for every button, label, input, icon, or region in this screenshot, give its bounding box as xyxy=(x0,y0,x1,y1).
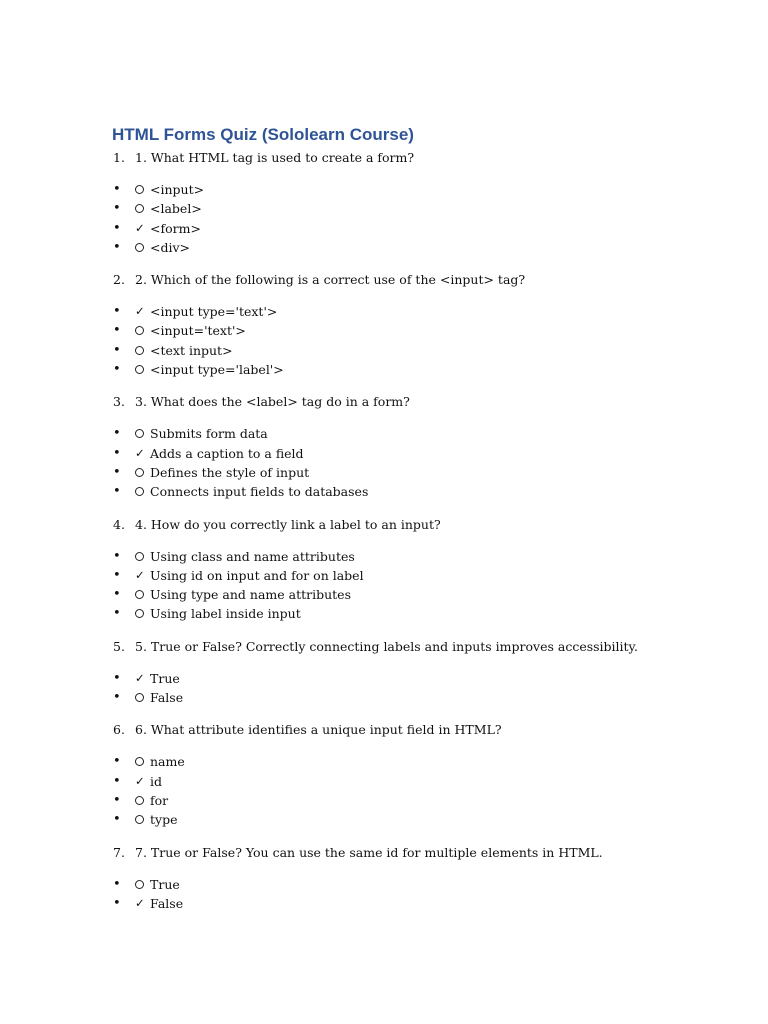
option-text: Using class and name attributes xyxy=(150,548,355,564)
question-block xyxy=(0,392,768,501)
question-item xyxy=(0,148,768,168)
option-text: id xyxy=(150,773,162,789)
option-text: type xyxy=(150,812,178,828)
check-icon: ✓ xyxy=(135,773,145,788)
option-list xyxy=(0,424,768,501)
question-block xyxy=(0,515,768,624)
option-text: True xyxy=(150,876,180,892)
bullet-icon: • xyxy=(113,548,121,564)
option-text: True xyxy=(150,670,180,686)
bullet-icon: • xyxy=(113,445,121,461)
check-icon: ✓ xyxy=(135,670,145,685)
option-text: Adds a caption to a field xyxy=(150,445,304,461)
check-icon: ✓ xyxy=(135,304,145,319)
option-text: <input='text'> xyxy=(150,323,246,339)
question-item xyxy=(0,637,768,657)
empty-circle-icon xyxy=(135,185,144,194)
question-number: 5. xyxy=(113,638,125,654)
question-block xyxy=(0,637,768,708)
option-item xyxy=(0,302,768,321)
bullet-icon: • xyxy=(113,792,121,808)
check-icon: ✓ xyxy=(135,895,145,910)
question-number: 6. xyxy=(113,722,125,738)
empty-circle-icon xyxy=(135,880,144,889)
option-item xyxy=(0,180,768,199)
question-item xyxy=(0,392,768,412)
question-number: 2. xyxy=(113,272,125,288)
question-text: 4. How do you correctly link a label to an input? xyxy=(135,516,441,532)
empty-circle-icon xyxy=(135,243,144,252)
question-text: 6. What attribute identifies a unique input field in HTML? xyxy=(135,722,502,738)
option-text: <input> xyxy=(150,182,205,197)
option-list xyxy=(0,547,768,624)
option-item xyxy=(0,199,768,218)
option-list xyxy=(0,302,768,379)
bullet-icon: • xyxy=(113,670,121,686)
option-list xyxy=(0,875,768,914)
question-block xyxy=(0,720,768,829)
question-number: 4. xyxy=(113,516,125,532)
option-text: name xyxy=(150,754,185,770)
bullet-icon: • xyxy=(113,484,121,500)
bullet-icon: • xyxy=(113,304,121,320)
option-item xyxy=(0,463,768,482)
bullet-icon: • xyxy=(113,773,121,789)
empty-circle-icon xyxy=(135,590,144,599)
page-title: HTML Forms Quiz (Sololearn Course) xyxy=(112,125,414,144)
check-icon: ✓ xyxy=(135,220,145,235)
empty-circle-icon xyxy=(135,346,144,355)
question-text: 5. True or False? Correctly connecting labels and inputs improves accessibility. xyxy=(135,638,638,654)
bullet-icon: • xyxy=(113,587,121,603)
empty-circle-icon xyxy=(135,326,144,335)
bullet-icon: • xyxy=(113,567,121,583)
question-item xyxy=(0,270,768,290)
option-text: False xyxy=(150,895,184,911)
option-text: <label> xyxy=(150,201,202,217)
empty-circle-icon xyxy=(135,757,144,766)
bullet-icon: • xyxy=(113,754,121,770)
empty-circle-icon xyxy=(135,487,144,496)
option-item xyxy=(0,772,768,791)
empty-circle-icon xyxy=(135,552,144,561)
empty-circle-icon xyxy=(135,365,144,374)
option-item xyxy=(0,669,768,688)
option-text: Defines the style of input xyxy=(150,464,310,480)
question-text: 3. What does the <label> tag do in a form? xyxy=(135,394,410,410)
bullet-icon: • xyxy=(113,426,121,442)
option-text: Submits form data xyxy=(150,426,268,442)
option-item xyxy=(0,547,768,566)
bullet-icon: • xyxy=(113,220,121,236)
option-item xyxy=(0,219,768,238)
option-text: <form> xyxy=(150,220,201,236)
question-list xyxy=(0,148,768,926)
question-text: 1. What HTML tag is used to create a form? xyxy=(135,150,415,165)
option-item xyxy=(0,791,768,810)
question-block xyxy=(0,270,768,379)
option-text: <input type='text'> xyxy=(150,304,278,320)
option-item xyxy=(0,752,768,771)
empty-circle-icon xyxy=(135,468,144,477)
option-list xyxy=(0,180,768,257)
empty-circle-icon xyxy=(135,796,144,805)
check-icon: ✓ xyxy=(135,445,145,460)
question-number: 3. xyxy=(113,394,125,410)
bullet-icon: • xyxy=(113,464,121,480)
option-text: <div> xyxy=(150,239,191,255)
question-item xyxy=(0,515,768,535)
option-text: Connects input fields to databases xyxy=(150,484,369,500)
bullet-icon: • xyxy=(113,362,121,378)
option-item xyxy=(0,566,768,585)
option-item xyxy=(0,585,768,604)
bullet-icon: • xyxy=(113,895,121,911)
option-list xyxy=(0,752,768,829)
question-item xyxy=(0,843,768,863)
option-item xyxy=(0,604,768,623)
bullet-icon: • xyxy=(113,876,121,892)
bullet-icon: • xyxy=(113,690,121,706)
bullet-icon: • xyxy=(113,182,121,197)
option-text: False xyxy=(150,690,184,706)
question-item xyxy=(0,720,768,740)
question-text: 2. Which of the following is a correct use of the <input> tag? xyxy=(135,272,526,288)
bullet-icon: • xyxy=(113,239,121,255)
option-item xyxy=(0,321,768,340)
option-text: for xyxy=(150,792,169,808)
option-text: <input type='label'> xyxy=(150,362,284,378)
option-text: <text input> xyxy=(150,342,233,358)
question-text: 7. True or False? You can use the same id for multiple elements in HTML. xyxy=(135,844,603,860)
option-item xyxy=(0,810,768,829)
empty-circle-icon xyxy=(135,693,144,702)
option-item xyxy=(0,688,768,707)
option-item xyxy=(0,444,768,463)
option-item xyxy=(0,424,768,443)
empty-circle-icon xyxy=(135,815,144,824)
option-item xyxy=(0,238,768,257)
question-block xyxy=(0,843,768,914)
option-item xyxy=(0,875,768,894)
question-number: 1. xyxy=(113,150,125,165)
option-item xyxy=(0,360,768,379)
option-list xyxy=(0,669,768,708)
question-block xyxy=(0,148,768,257)
empty-circle-icon xyxy=(135,204,144,213)
option-text: Using label inside input xyxy=(150,606,301,622)
bullet-icon: • xyxy=(113,342,121,358)
empty-circle-icon xyxy=(135,429,144,438)
check-icon: ✓ xyxy=(135,567,145,582)
option-item xyxy=(0,341,768,360)
bullet-icon: • xyxy=(113,323,121,339)
empty-circle-icon xyxy=(135,609,144,618)
option-text: Using id on input and for on label xyxy=(150,567,364,583)
bullet-icon: • xyxy=(113,201,121,217)
option-item xyxy=(0,482,768,501)
option-item xyxy=(0,894,768,913)
bullet-icon: • xyxy=(113,606,121,622)
bullet-icon: • xyxy=(113,812,121,828)
question-number: 7. xyxy=(113,844,125,860)
option-text: Using type and name attributes xyxy=(150,587,351,603)
